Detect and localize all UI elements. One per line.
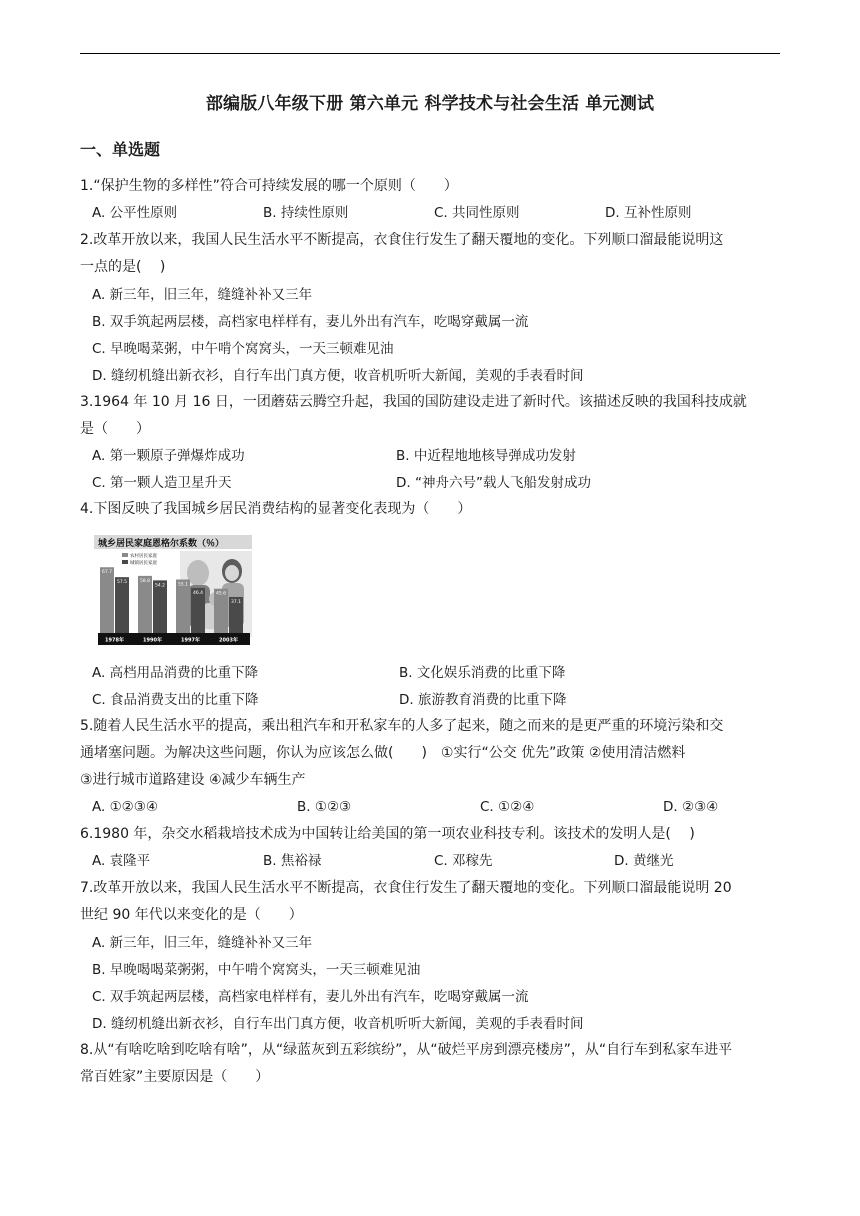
question-8-stem-line-1: 8.从“有啥吃啥到吃啥有啥”，从“绿蓝灰到五彩缤纷”，从“破烂平房到漂亮楼房”，从“自行车到私家车进平 <box>80 1042 733 1058</box>
bar-label-urban-1: 54.2 <box>154 583 166 589</box>
year-label-1: 1990年 <box>143 637 162 644</box>
question-5-option-c[interactable]: C. ①②④ <box>480 799 535 815</box>
engel-coefficient-figure <box>92 533 254 647</box>
question-6-option-c[interactable]: C. 邓稼先 <box>434 853 493 869</box>
year-label-3: 2003年 <box>219 637 238 644</box>
question-6-option-b[interactable]: B. 焦裕禄 <box>263 853 322 869</box>
question-2-option-d[interactable]: D. 缝纫机缝出新衣衫，自行车出门真方便，收音机听听大新闻，美观的手表看时间 <box>92 368 584 384</box>
question-4-option-a[interactable]: A. 高档用品消费的比重下降 <box>92 665 259 681</box>
bar-label-rural-2: 55.1 <box>177 582 189 588</box>
page-title: 部编版八年级下册 第六单元 科学技术与社会生活 单元测试 <box>205 94 655 114</box>
question-3-stem-line-2: 是（ ） <box>80 421 150 437</box>
question-2-option-b[interactable]: B. 双手筑起两层楼，高档家电样样有，妻儿外出有汽车，吃喝穿戴属一流 <box>92 314 529 330</box>
question-4-option-c[interactable]: C. 食品消费支出的比重下降 <box>92 692 259 708</box>
legend-swatch-rural <box>122 553 128 557</box>
question-3-option-c[interactable]: C. 第一颗人造卫星升天 <box>92 475 232 491</box>
legend-urban: 城镇居民家庭 <box>130 561 157 566</box>
question-1-option-c[interactable]: C. 共同性原则 <box>434 205 520 221</box>
question-5-option-d[interactable]: D. ②③④ <box>663 799 719 815</box>
header-rule <box>80 53 780 54</box>
bar-label-urban-0: 57.5 <box>116 580 128 586</box>
figure-title: 城乡居民家庭恩格尔系数（％） <box>98 539 225 549</box>
question-4-option-d[interactable]: D. 旅游教育消费的比重下降 <box>399 692 567 708</box>
bar-rural-0 <box>100 567 114 633</box>
question-7-option-a[interactable]: A. 新三年，旧三年，缝缝补补又三年 <box>92 935 313 951</box>
legend-rural: 农村居民家庭 <box>130 554 157 559</box>
question-5-stem-line-3: ③进行城市道路建设 ④减少车辆生产 <box>80 772 306 788</box>
question-8-stem-line-2: 常百姓家”主要原因是（ ） <box>80 1069 270 1085</box>
question-3-option-d[interactable]: D. “神舟六号”载人飞船发射成功 <box>396 475 591 491</box>
bar-label-urban-2: 46.4 <box>192 590 204 596</box>
question-1-option-d[interactable]: D. 互补性原则 <box>605 205 692 221</box>
bar-rural-1 <box>138 576 152 633</box>
bar-label-rural-0: 67.7 <box>101 570 113 576</box>
question-7-option-d[interactable]: D. 缝纫机缝出新衣衫，自行车出门真方便，收音机听听大新闻，美观的手表看时间 <box>92 1016 584 1032</box>
question-5-option-b[interactable]: B. ①②③ <box>297 799 352 815</box>
question-6-option-d[interactable]: D. 黄继光 <box>614 853 674 869</box>
question-2-stem-line-1: 2.改革开放以来，我国人民生活水平不断提高，衣食住行发生了翻天覆地的变化。下列顺口溜最能说明这 <box>80 232 724 248</box>
question-2-option-c[interactable]: C. 早晚喝菜粥，中午啃个窝窝头，一天三顿难见油 <box>92 341 394 357</box>
question-3-stem-line-1: 3.1964 年 10 月 16 日，一团蘑菇云腾空升起，我国的国防建设走进了新时代。该描述反映的我国科技成就 <box>80 394 747 410</box>
question-4-option-b[interactable]: B. 文化娱乐消费的比重下降 <box>399 665 566 681</box>
year-label-0: 1978年 <box>105 637 124 644</box>
question-7-option-c[interactable]: C. 双手筑起两层楼，高档家电样样有，妻儿外出有汽车，吃喝穿戴属一流 <box>92 989 529 1005</box>
bar-urban-0 <box>115 577 129 633</box>
question-7-stem-line-2: 世纪 90 年代以来变化的是（ ） <box>80 907 303 923</box>
question-5-option-a[interactable]: A. ①②③④ <box>92 799 158 815</box>
question-7-stem-line-1: 7.改革开放以来，我国人民生活水平不断提高，衣食住行发生了翻天覆地的变化。下列顺口溜最能说明 20 <box>80 880 732 896</box>
question-1-option-b[interactable]: B. 持续性原则 <box>263 205 349 221</box>
question-4-stem: 4.下图反映了我国城乡居民消费结构的显著变化表现为（ ） <box>80 501 472 517</box>
question-2-stem-line-2: 一点的是( ) <box>80 259 166 275</box>
question-7-option-b[interactable]: B. 早晚喝喝菜粥粥，中午啃个窝窝头，一天三顿难见油 <box>92 962 421 978</box>
bar-label-urban-3: 37.1 <box>230 599 242 605</box>
question-5-stem-line-1: 5.随着人民生活水平的提高，乘出租汽车和开私家车的人多了起来，随之而来的是更严重的环境污染和交 <box>80 718 724 734</box>
question-2-option-a[interactable]: A. 新三年，旧三年，缝缝补补又三年 <box>92 287 313 303</box>
question-3-option-a[interactable]: A. 第一颗原子弹爆炸成功 <box>92 448 245 464</box>
question-3-option-b[interactable]: B. 中近程地地核导弹成功发射 <box>396 448 576 464</box>
bar-label-rural-1: 58.8 <box>139 578 151 584</box>
question-6-option-a[interactable]: A. 袁隆平 <box>92 853 151 869</box>
bar-label-rural-3: 45.6 <box>215 591 227 597</box>
question-1-stem: 1.“保护生物的多样性”符合可持续发展的哪一个原则（ ） <box>80 178 458 194</box>
legend-swatch-urban <box>122 560 128 564</box>
question-6-stem: 6.1980 年，杂交水稻栽培技术成为中国转让给美国的第一项农业科技专利。该技术的发明人是( ) <box>80 826 695 842</box>
year-label-2: 1997年 <box>181 637 200 644</box>
section-heading: 一、单选题 <box>80 140 161 159</box>
engel-coefficient-chart <box>92 533 254 647</box>
question-1-option-a[interactable]: A. 公平性原则 <box>92 205 178 221</box>
question-5-stem-line-2: 通堵塞问题。为解决这些问题，你认为应该怎么做( ) ①实行“公交 优先”政策 ②使用清洁燃料 <box>80 745 686 761</box>
bar-rural-2 <box>176 579 190 633</box>
